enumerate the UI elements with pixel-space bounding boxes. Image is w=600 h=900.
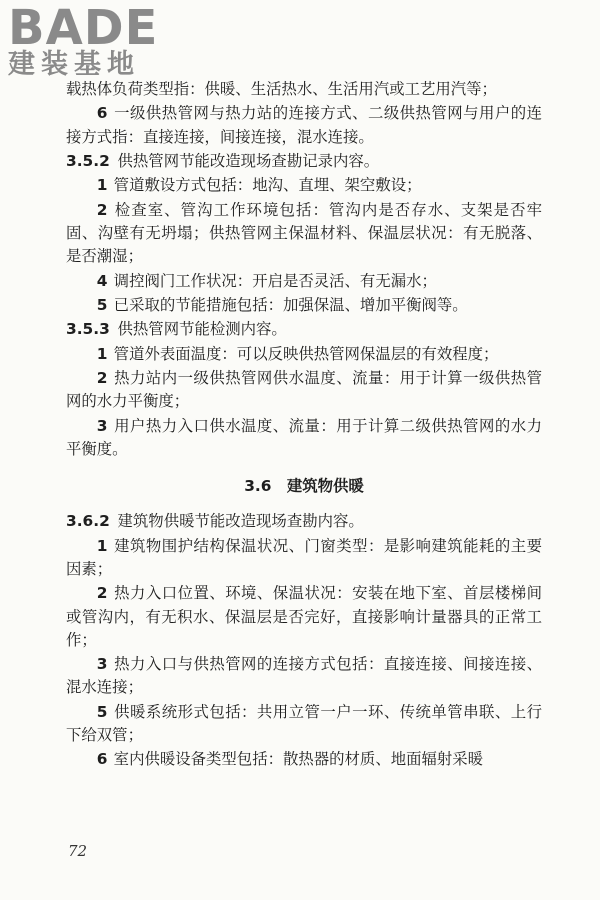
item-number: 1 <box>96 536 108 555</box>
item-text: 建筑物围护结构保温状况、门窗类型：是影响建筑能耗的主要因素； <box>66 536 542 578</box>
item-text: 热力入口位置、环境、保温状况：安装在地下室、首层楼梯间或管沟内，有无积水、保温层是否完好，直接影响计量器具的正常工作； <box>66 584 542 649</box>
list-item <box>66 748 542 771</box>
clause <box>66 318 542 341</box>
item-number: 2 <box>96 369 108 388</box>
clause-number: 3.5.3 <box>66 320 110 339</box>
item-text: 室内供暖设备类型包括：散热器的材质、地面辐射采暖 <box>113 750 484 769</box>
item-number: 6 <box>96 750 108 769</box>
list-item <box>66 270 542 293</box>
item-number: 5 <box>96 702 108 721</box>
watermark-logo <box>8 2 158 80</box>
clause-text: 建筑物供暖节能改造现场查勘内容。 <box>117 512 364 531</box>
paragraph-continuation: 载热体负荷类型指：供暖、生活热水、生活用汽或工艺用汽等； <box>66 80 497 98</box>
watermark-subtitle: 建装基地 <box>8 49 140 80</box>
item-number: 1 <box>96 176 108 195</box>
list-item <box>66 653 542 699</box>
list-item <box>66 415 542 461</box>
list-item <box>66 102 542 148</box>
item-number: 2 <box>96 584 108 603</box>
section-title: 建筑物供暖 <box>286 477 364 496</box>
item-text: 调控阀门工作状况：开启是否灵活、有无漏水； <box>113 271 437 290</box>
item-number: 3 <box>96 655 108 674</box>
clause-number: 3.6.2 <box>66 512 110 531</box>
item-number: 1 <box>96 344 108 363</box>
item-number: 5 <box>96 295 108 314</box>
clause-number: 3.5.2 <box>66 151 110 170</box>
item-number: 4 <box>96 271 108 290</box>
item-text: 供暖系统形式包括：共用立管一户一环、传统单管串联、上行下给双管； <box>66 702 542 744</box>
list-item <box>66 174 542 197</box>
list-item <box>66 535 542 581</box>
item-number: 3 <box>96 416 108 435</box>
list-item <box>66 199 542 269</box>
list-item <box>66 582 542 652</box>
section-heading <box>66 475 542 498</box>
item-text: 管道敷设方式包括：地沟、直埋、架空敷设； <box>113 176 422 195</box>
section-number: 3.6 <box>244 477 272 496</box>
item-text: 管道外表面温度：可以反映供热管网保温层的有效程度； <box>113 344 499 363</box>
item-text: 用户热力入口供水温度、流量：用于计算二级供热管网的水力平衡度。 <box>66 416 542 458</box>
item-text: 热力站内一级供热管网供水温度、流量：用于计算一级供热管网的水力平衡度； <box>66 369 542 411</box>
list-item <box>66 294 542 317</box>
list-item <box>66 343 542 366</box>
item-number: 2 <box>96 200 108 219</box>
list-item <box>66 367 542 413</box>
item-text: 热力入口与供热管网的连接方式包括：直接连接、间接连接、混水连接； <box>66 655 542 697</box>
item-text: 一级供热管网与热力站的连接方式、二级供热管网与用户的连接方式指：直接连接，间接连接，混水连接。 <box>66 104 542 146</box>
clause <box>66 150 542 173</box>
list-item <box>66 701 542 747</box>
watermark-logo-text: BADE <box>8 0 159 56</box>
item-number: 6 <box>96 104 108 123</box>
item-text: 检查室、管沟工作环境包括：管沟内是否存水、支架是否牢固、沟壁有无坍塌；供热管网主保温材料、保温层状况：有无脱落、是否潮湿； <box>66 200 542 266</box>
document-body <box>66 78 542 772</box>
clause-text: 供热管网节能检测内容。 <box>117 320 287 339</box>
clause <box>66 510 542 533</box>
clause-text: 供热管网节能改造现场查勘记录内容。 <box>117 151 380 170</box>
item-text: 已采取的节能措施包括：加强保温、增加平衡阀等。 <box>113 295 468 314</box>
page-number: 72 <box>68 842 88 860</box>
